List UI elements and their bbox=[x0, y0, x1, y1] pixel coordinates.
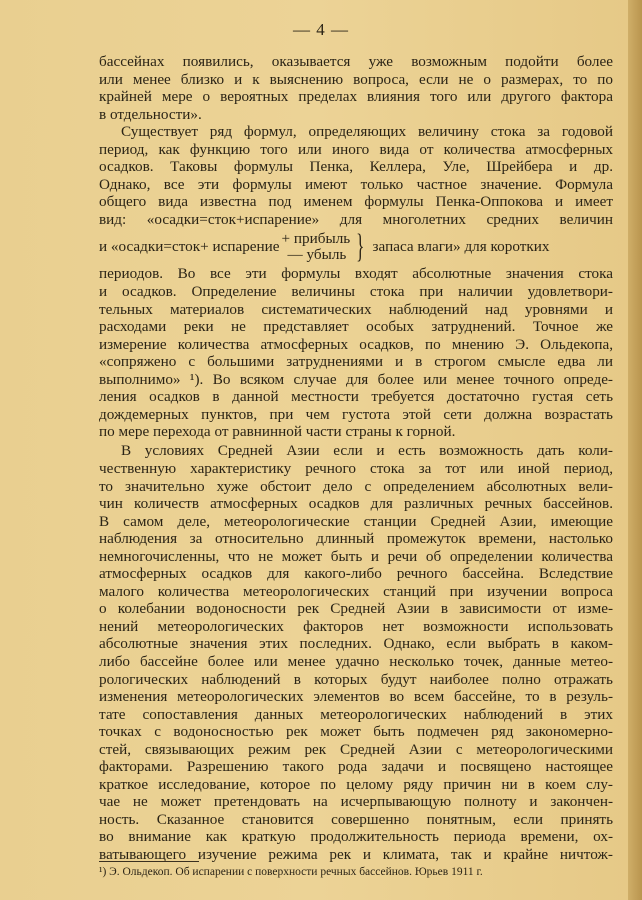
text-line: В самом деле, метеорологические станции Средней Азии, имеющие bbox=[99, 512, 613, 530]
text-line: наблюдения за относительно длинный промежуток времени, настолько bbox=[99, 530, 613, 548]
text-line: общего вида известна под именем формулы Пенка-Оппокова и имеет bbox=[99, 193, 613, 211]
text-line: ватывающего изучение режима рек и климата, так и крайне ничтож- bbox=[99, 846, 613, 864]
text-line: расходами реки не представляет особых затруднений. Точное же bbox=[99, 318, 613, 336]
text-line: Однако, все эти формулы имеют только частное значение. Формула bbox=[99, 175, 613, 193]
text-line: атмосферных осадков для какого-либо речного бассейна. Вследствие bbox=[99, 565, 613, 583]
formula bbox=[99, 228, 613, 265]
text-line: крайней мере о вероятных пределах влияния того или другого фактора bbox=[99, 88, 613, 106]
text-line: немногочисленны, что не может быть и речи об определении количества bbox=[99, 547, 613, 565]
paragraph-3 bbox=[99, 442, 613, 863]
text-line: чественную характеристику речного стока за тот или иной период, bbox=[99, 459, 613, 477]
text-line: или менее близко и к выяснению вопроса, если не о размерах, то по bbox=[99, 70, 613, 88]
paragraph-2 bbox=[99, 123, 613, 228]
text-line: либо бассейне более или менее удачно несколько точек, данные метео- bbox=[99, 653, 613, 670]
text-line: ность. Сказанное становится совершенно понятным, если принять bbox=[99, 810, 613, 828]
page-edge bbox=[628, 0, 642, 900]
text-line: рологических наблюдений в которых будут наиболее полно отражать bbox=[99, 670, 613, 688]
text-line: о колебании водоносности рек Средней Азии в зависимости от изме- bbox=[99, 600, 613, 618]
formula-fraction bbox=[282, 231, 351, 263]
text-line: стей, связывающих режим рек Средней Азии с метеорологическими bbox=[99, 740, 613, 758]
text-line: В условиях Средней Азии если и есть возможность дать коли- bbox=[121, 442, 613, 460]
paragraph-1 bbox=[99, 53, 613, 123]
text-line: Существует ряд формул, определяющих величину стока за годовой bbox=[121, 123, 613, 141]
text-line: точках с водоносностью рек может быть подмечен ряд закономерно- bbox=[99, 723, 613, 741]
text-line: нений метеорологических факторов нет возможности использовать bbox=[99, 617, 613, 635]
text-line: в отдельности». bbox=[99, 105, 202, 123]
text-line: по мере перехода от равнинной части страны к горной. bbox=[99, 423, 456, 441]
text-line: ления осадков в данной местности требуется достаточно густая сеть bbox=[99, 388, 613, 406]
text-line: во внимание как краткую продолжительность периода времени, ох- bbox=[99, 828, 613, 846]
text-line: краткое исследование, которое по целому ряду причин ни в коем слу- bbox=[99, 775, 613, 793]
paragraph-2-continued bbox=[99, 265, 613, 440]
text-line: абсолютные значения этих последних. Однако, если выбрать в каком- bbox=[99, 635, 613, 653]
formula-top: + прибыль bbox=[281, 229, 351, 247]
footnote: ¹) Э. Ольдекоп. Об испарении с поверхности речных бассейнов. Юрьев 1911 г. bbox=[99, 866, 483, 878]
formula-brace: } bbox=[356, 227, 365, 265]
text-line: чае не может претендовать на исчерпывающую полноту и закончен- bbox=[99, 793, 613, 811]
body-text bbox=[99, 53, 613, 864]
text-line: то значительно хуже обстоит дело с определением абсолютных вели- bbox=[99, 477, 613, 495]
text-line: периодов. Во все эти формулы входят абсолютные значения стока bbox=[99, 265, 613, 283]
text-line: дождемерных пунктов, при чем густота этой сети должна возрастать bbox=[99, 405, 613, 423]
footnote-divider bbox=[99, 861, 199, 862]
formula-right: запаса влаги» для коротких bbox=[372, 237, 550, 255]
text-line: выполнимо» ¹). Во всяком случае для более или менее точного опреде- bbox=[99, 370, 613, 388]
text-line: тельных материалов систематических наблюдений над уровнями и bbox=[99, 300, 613, 318]
page-number: — 4 — bbox=[293, 20, 349, 39]
text-line: период, как функцию того или иного вида от количества атмосферных bbox=[99, 140, 613, 158]
formula-bottom: — убыль bbox=[287, 245, 347, 263]
text-line: изменения метеорологических элементов во всем бассейне, то в резуль- bbox=[99, 688, 613, 706]
text-line: тате сопоставления данных метеорологических наблюдений в этих bbox=[99, 705, 613, 723]
text-line: осадков. Таковы формулы Пенка, Келлера, Уле, Шрейбера и др. bbox=[99, 158, 613, 176]
text-line: вид: «осадки=сток+испарение» для многолетних средних величин bbox=[99, 210, 613, 228]
text-line: факторами. Разрешению такого рода задачи и посвящено настоящее bbox=[99, 758, 613, 776]
text-line: и осадков. Определение величины стока при наличии удовлетвори- bbox=[99, 283, 613, 301]
text-line: измерение количества атмосферных осадков, по мнению Э. Ольдекопа, bbox=[99, 335, 613, 353]
text-line: бассейнах появились, оказывается уже возможным подойти более bbox=[99, 53, 613, 70]
text-line: чин количеств атмосферных осадков для различных речных бассейнов. bbox=[99, 495, 613, 513]
formula-left: и «осадки=сток+ испарение bbox=[99, 237, 280, 255]
text-line: малого количества метеорологических станций при изучении вопроса bbox=[99, 582, 613, 600]
text-line: «сопряжено с большими затруднениями и в строгом смысле едва ли bbox=[99, 353, 613, 371]
